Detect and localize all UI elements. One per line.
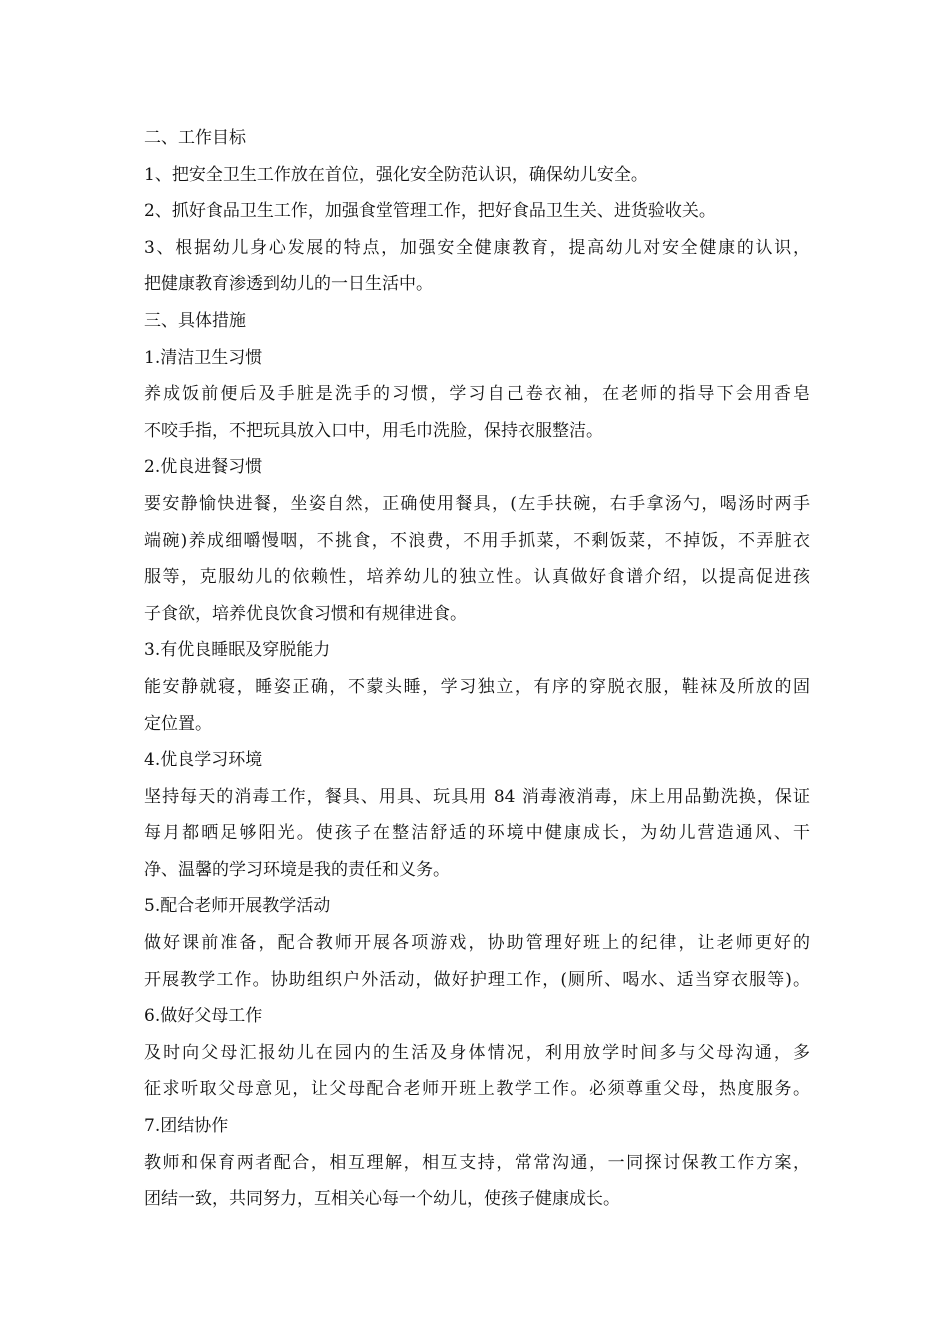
- paragraph-line: 教师和保育两者配合，相互理解，相互支持，常常沟通，一同探讨保教工作方案，: [144, 1152, 810, 1173]
- paragraph-line: 征求听取父母意见，让父母配合老师开班上教学工作。必须尊重父母，热度服务。: [144, 1079, 810, 1100]
- paragraph-line: 养成饭前便后及手脏是洗手的习惯，学习自己卷衣袖，在老师的指导下会用香皂: [144, 384, 810, 405]
- paragraph-line: 2、抓好食品卫生工作，加强食堂管理工作，把好食品卫生关、进货验收关。: [144, 201, 716, 222]
- document-body: [144, 120, 810, 1218]
- paragraph-line: 开展教学工作。协助组织户外活动，做好护理工作，(厕所、喝水、适当穿衣服等)。: [144, 969, 810, 990]
- paragraph-line: 每月都晒足够阳光。使孩子在整洁舒适的环境中健康成长，为幼儿营造通风、干: [144, 823, 810, 844]
- paragraph-line: 把健康教育渗透到幼儿的一日生活中。: [144, 274, 433, 295]
- paragraph-line: 定位置。: [144, 713, 212, 734]
- section-heading: 7.团结协作: [144, 1116, 229, 1137]
- paragraph-line: 服等，克服幼儿的依赖性，培养幼儿的独立性。认真做好食谱介绍，以提高促进孩: [144, 567, 810, 588]
- paragraph-line: 不咬手指，不把玩具放入口中，用毛巾洗脸，保持衣服整洁。: [144, 420, 603, 441]
- paragraph-line: 及时向父母汇报幼儿在园内的生活及身体情况，利用放学时间多与父母沟通，多: [144, 1042, 810, 1063]
- paragraph-line: 1、把安全卫生工作放在首位，强化安全防范认识，确保幼儿安全。: [144, 164, 648, 185]
- paragraph-line: 能安静就寝，睡姿正确，不蒙头睡，学习独立，有序的穿脱衣服，鞋袜及所放的固: [144, 676, 810, 697]
- section-heading: 1.清洁卫生习惯: [144, 347, 263, 368]
- paragraph-line: 净、温馨的学习环境是我的责任和义务。: [144, 859, 450, 880]
- paragraph-line: 坚持每天的消毒工作，餐具、用具、玩具用 84 消毒液消毒，床上用品勤洗换，保证: [144, 786, 810, 807]
- section-heading: 2.优良进餐习惯: [144, 457, 263, 478]
- section-heading: 6.做好父母工作: [144, 1006, 263, 1027]
- paragraph-line: 3、根据幼儿身心发展的特点，加强安全健康教育，提高幼儿对安全健康的认识，: [144, 237, 810, 258]
- paragraph-line: 端碗)养成细嚼慢咽，不挑食，不浪费，不用手抓菜，不剩饭菜，不掉饭，不弄脏衣: [144, 530, 810, 551]
- section-heading: 5.配合老师开展教学活动: [144, 896, 331, 917]
- paragraph-line: 团结一致，共同努力，互相关心每一个幼儿，使孩子健康成长。: [144, 1189, 620, 1210]
- section-heading: 3.有优良睡眠及穿脱能力: [144, 640, 331, 661]
- paragraph-line: 要安静愉快进餐，坐姿自然，正确使用餐具，(左手扶碗，右手拿汤勺，喝汤时两手: [144, 493, 810, 514]
- paragraph-line: 做好课前准备，配合教师开展各项游戏，协助管理好班上的纪律，让老师更好的: [144, 933, 810, 954]
- section-heading: 4.优良学习环境: [144, 750, 263, 771]
- paragraph-line: 子食欲，培养优良饮食习惯和有规律进食。: [144, 603, 467, 624]
- section-heading: 三、具体措施: [144, 310, 246, 331]
- section-heading: 二、工作目标: [144, 128, 246, 148]
